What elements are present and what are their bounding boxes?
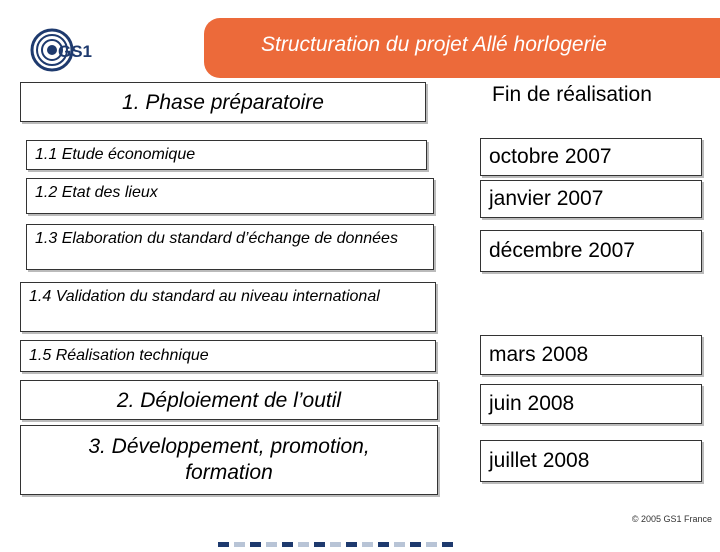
footer-decoration xyxy=(218,534,458,540)
date-box-1-3 xyxy=(480,230,702,272)
task-label-1-1: 1.1 Etude économique xyxy=(35,146,196,163)
phase3-box xyxy=(20,425,438,495)
phase2-label: 2. Déploiement de l’outil xyxy=(116,389,342,412)
date-1-1: octobre 2007 xyxy=(489,145,612,168)
date-1-3: décembre 2007 xyxy=(489,239,635,262)
task-box-1-5 xyxy=(20,340,436,372)
task-label-1-4: 1.4 Validation du standard au niveau international xyxy=(29,288,380,305)
date-box-phase3 xyxy=(480,440,702,482)
task-label-1-3: 1.3 Elaboration du standard d’échange de données xyxy=(35,230,398,247)
date-1-5: mars 2008 xyxy=(489,343,589,366)
phase1-box xyxy=(20,82,426,122)
phase1-label: 1. Phase préparatoire xyxy=(122,91,324,114)
task-box-1-4 xyxy=(20,282,436,332)
task-box-1-3 xyxy=(26,224,434,270)
gs1-logo xyxy=(28,24,108,76)
task-label-1-5: 1.5 Réalisation technique xyxy=(29,347,209,364)
phase2-box xyxy=(20,380,438,420)
date-box-1-2 xyxy=(480,180,702,218)
task-box-1-2 xyxy=(26,178,434,214)
date-box-1-5 xyxy=(480,335,702,375)
logo-text: GS1 xyxy=(58,42,93,61)
page-title: Structuration du projet Allé horlogerie xyxy=(261,33,607,56)
task-box-1-1 xyxy=(26,140,427,170)
gs1-logo-mark xyxy=(28,24,108,76)
date-box-phase2 xyxy=(480,384,702,424)
date-box-1-1 xyxy=(480,138,702,176)
date-1-2: janvier 2007 xyxy=(489,187,604,210)
phase3-label: 3. Développement, promotion, formation xyxy=(88,434,370,484)
title-bar xyxy=(204,18,720,78)
copyright-text: © 2005 GS1 France xyxy=(631,514,712,524)
column-header: Fin de réalisation xyxy=(492,83,652,106)
date-phase2: juin 2008 xyxy=(489,392,575,415)
task-label-1-2: 1.2 Etat des lieux xyxy=(35,184,158,201)
date-phase3: juillet 2008 xyxy=(489,449,590,472)
